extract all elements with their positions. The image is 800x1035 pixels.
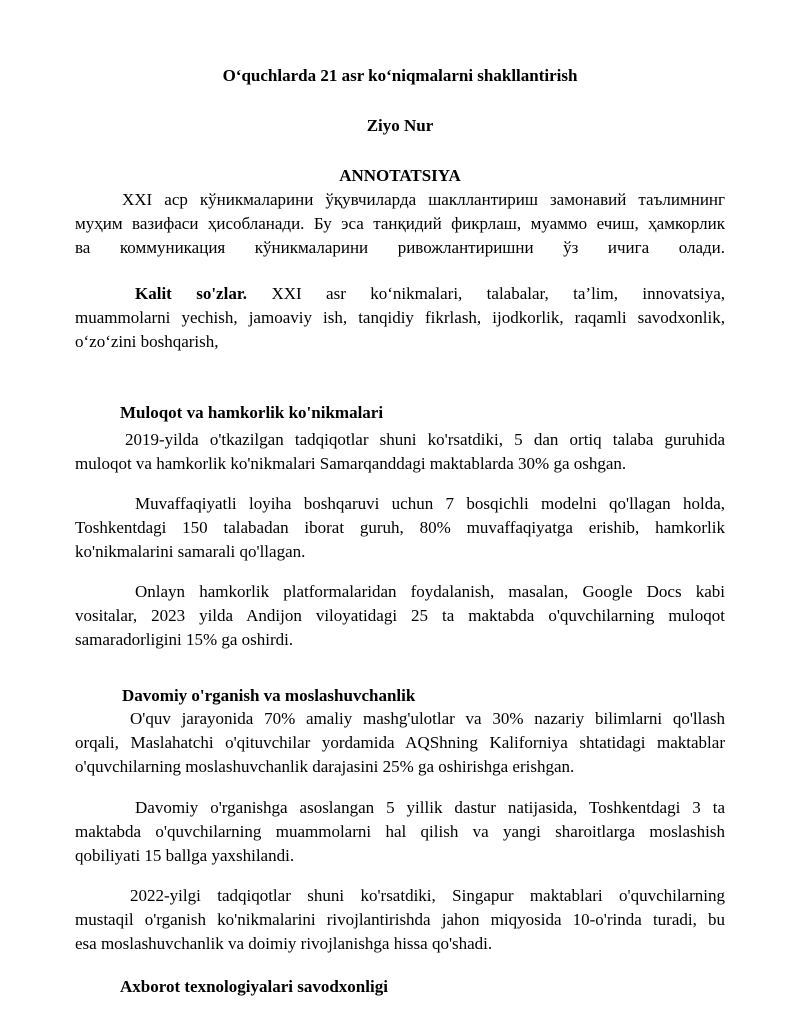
body-line: o'quvchilarning moslashuvchanlik darajasini 25% ga oshirishga erishgan.	[75, 757, 575, 776]
body-line: ko'nikmalarini samarali qo'llagan.	[75, 542, 306, 561]
body-paragraph	[75, 796, 725, 868]
body-line: Muvaffaqiyatli loyiha boshqaruvi uchun 7 bosqichli modelni qo'llagan holda,	[135, 494, 725, 513]
body-line: maktabda o'quvchilarning muammolarni hal qilish va yangi sharoitlarga moslashish	[75, 822, 725, 841]
body-line: 2019-yilda o'tkazilgan tadqiqotlar shuni ko'rsatdiki, 5 dan ortiq talaba guruhida	[125, 430, 725, 449]
body-line: esa moslashuvchanlik va doimiy rivojlanishga hissa qo'shadi.	[75, 934, 493, 953]
body-line: qobiliyati 15 ballga yaxshilandi.	[75, 846, 295, 865]
body-paragraph	[75, 707, 725, 779]
body-line: Davomiy o'rganishga asoslangan 5 yillik dastur natijasida, Toshkentdagi 3 ta	[135, 798, 725, 817]
annotation-line: ва коммуникация кўникмаларини ривожлантиришни ўз ичига олади.	[75, 238, 725, 257]
keywords-text: XXI asr ko‘nikmalari, talabalar, ta’lim, innovatsiya,	[271, 284, 725, 303]
body-paragraph	[75, 492, 725, 564]
body-line: orqali, Maslahatchi o'qituvchilar yordamida AQShning Kaliforniya shtatidagi maktablar	[75, 733, 725, 752]
document-title: O‘quchlarda 21 asr ko‘niqmalarni shakllantirish	[222, 66, 578, 85]
body-paragraph	[75, 580, 725, 652]
annotation-line: XXI аср кўникмаларини ўқувчиларда шакллантириш замонавий таълимнинг	[122, 190, 725, 209]
body-line: O'quv jarayonida 70% amaliy mashg'ulotlar va 30% nazariy bilimlarni qo'llash	[130, 709, 725, 728]
body-line: samaradorligini 15% ga oshirdi.	[75, 630, 294, 649]
body-line: vositalar, 2023 yilda Andijon viloyatidagi 25 ta maktabda o'quvchilarning muloqot	[75, 606, 725, 625]
section-heading: Davomiy o'rganish va moslashuvchanlik	[122, 686, 416, 705]
annotation-line: муҳим вазифаси ҳисобланади. Бу эса танқидий фикрлаш, муаммо ечиш, ҳамкорлик	[75, 214, 725, 233]
body-line: mustaqil o'rganish ko'nikmalarini rivojlantirishda jahon miqyosida 10-o'rinda turadi, bu	[75, 910, 725, 929]
annotation-paragraph	[75, 188, 725, 260]
keywords-label: Kalit so'zlar.	[135, 284, 248, 303]
body-paragraph	[75, 428, 725, 476]
section-heading: Axborot texnologiyalari savodxonligi	[120, 977, 388, 996]
keywords-line: o‘zo‘zini boshqarish,	[75, 332, 219, 351]
body-line: Toshkentdagi 150 talabadan iborat guruh, 80% muvaffaqiyatga erishib, hamkorlik	[75, 518, 725, 537]
author-name: Ziyo Nur	[366, 116, 434, 135]
section-heading: Muloqot va hamkorlik ko'nikmalari	[120, 403, 384, 422]
keywords-line	[75, 282, 725, 306]
body-line: muloqot va hamkorlik ko'nikmalari Samarqanddagi maktablarda 30% ga oshgan.	[75, 454, 627, 473]
body-paragraph	[75, 884, 725, 956]
keywords-paragraph	[75, 282, 725, 354]
body-line: 2022-yilgi tadqiqotlar shuni ko'rsatdiki, Singapur maktablari o'quvchilarning	[130, 886, 725, 905]
annotation-heading: ANNOTATSIYA	[339, 166, 461, 185]
body-line: Onlayn hamkorlik platformalaridan foydalanish, masalan, Google Docs kabi	[135, 582, 725, 601]
keywords-line: muammolarni yechish, jamoaviy ish, tanqidiy fikrlash, ijodkorlik, raqamli savodxonlik,	[75, 308, 725, 327]
